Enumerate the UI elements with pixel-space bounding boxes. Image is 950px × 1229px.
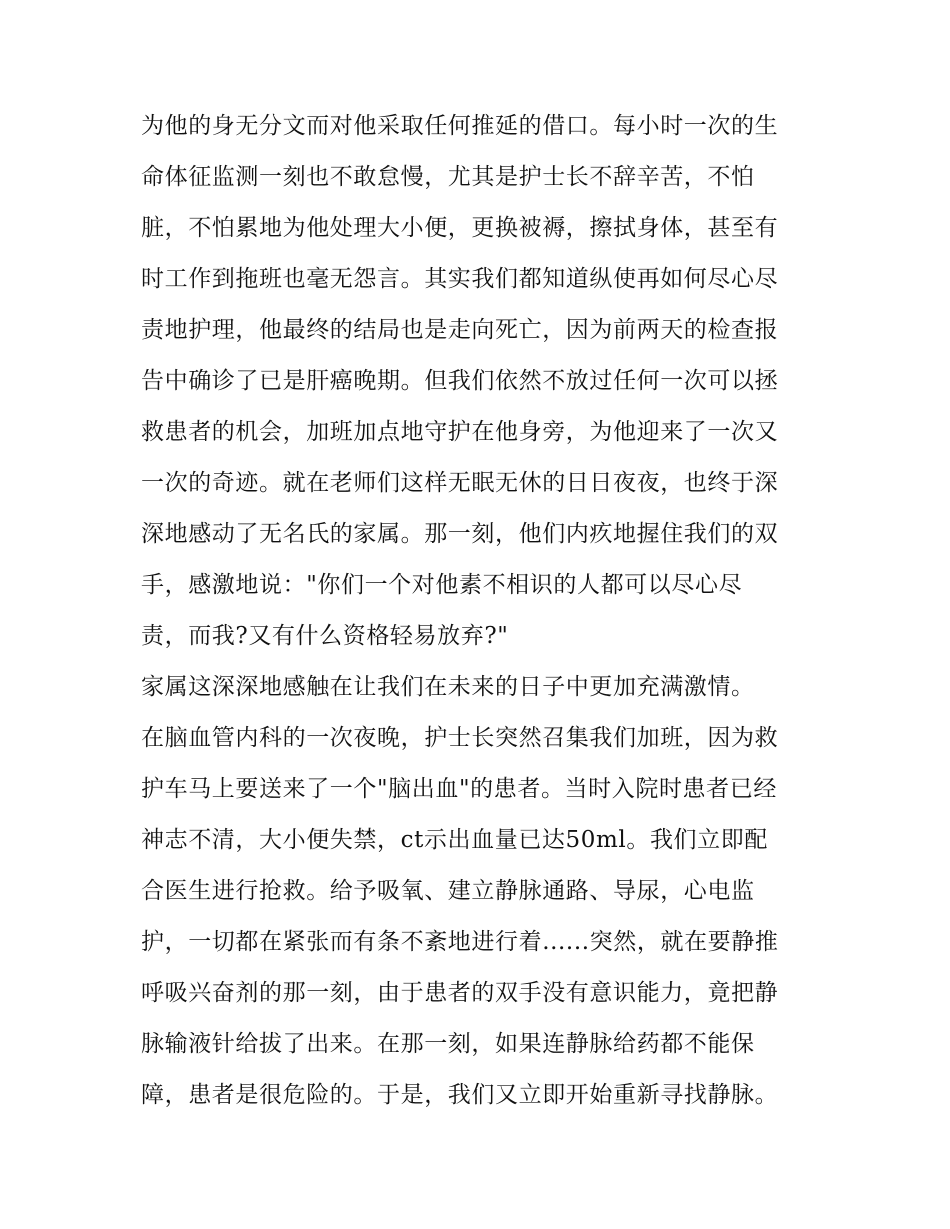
- text-line: 护，一切都在紧张而有条不紊地进行着......突然，就在要静推: [141, 929, 779, 955]
- text-line: 护车马上要送来了一个"脑出血"的患者。当时入院时患者已经: [141, 776, 777, 802]
- body-text: [141, 101, 831, 1121]
- text-line: 障，患者是很危险的。于是，我们又立即开始重新寻找静脉。: [141, 1082, 779, 1108]
- paragraph-line: 在脑血管内科的一次夜晚，护士长突然召集我们加班，因为救: [141, 725, 779, 751]
- text-line: 一次的奇迹。就在老师们这样无眠无休的日日夜夜，也终于深: [141, 470, 779, 496]
- text-line: 神志不清，大小便失禁，ct示出血量已达50ml。我们立即配: [141, 827, 768, 853]
- text-line: 深地感动了无名氏的家属。那一刻，他们内疚地握住我们的双: [141, 521, 779, 547]
- text-line: 脏，不怕累地为他处理大小便，更换被褥，擦拭身体，甚至有: [141, 215, 779, 241]
- text-line: 合医生进行抢救。给予吸氧、建立静脉通路、导尿，心电监: [141, 878, 755, 904]
- paragraph-line: 家属这深深地感触在让我们在未来的日子中更加充满激情。: [141, 674, 755, 700]
- text-line: 责，而我?又有什么资格轻易放弃?": [141, 623, 509, 649]
- text-line: 救患者的机会，加班加点地守护在他身旁，为他迎来了一次又: [141, 419, 779, 445]
- text-line: 脉输液针给拔了出来。在那一刻，如果连静脉给药都不能保: [141, 1031, 755, 1057]
- text-line: 呼吸兴奋剂的那一刻，由于患者的双手没有意识能力，竟把静: [141, 980, 779, 1006]
- text-line: 为他的身无分文而对他采取任何推延的借口。每小时一次的生: [141, 113, 779, 139]
- text-line: 责地护理，他最终的结局也是走向死亡，因为前两天的检查报: [141, 317, 779, 343]
- text-line: 手，感激地说："你们一个对他素不相识的人都可以尽心尽: [141, 572, 743, 598]
- text-line: 告中确诊了已是肝癌晚期。但我们依然不放过任何一次可以拯: [141, 368, 779, 394]
- text-line: 命体征监测一刻也不敢怠慢，尤其是护士长不辞辛苦，不怕: [141, 164, 755, 190]
- text-line: 时工作到拖班也毫无怨言。其实我们都知道纵使再如何尽心尽: [141, 266, 779, 292]
